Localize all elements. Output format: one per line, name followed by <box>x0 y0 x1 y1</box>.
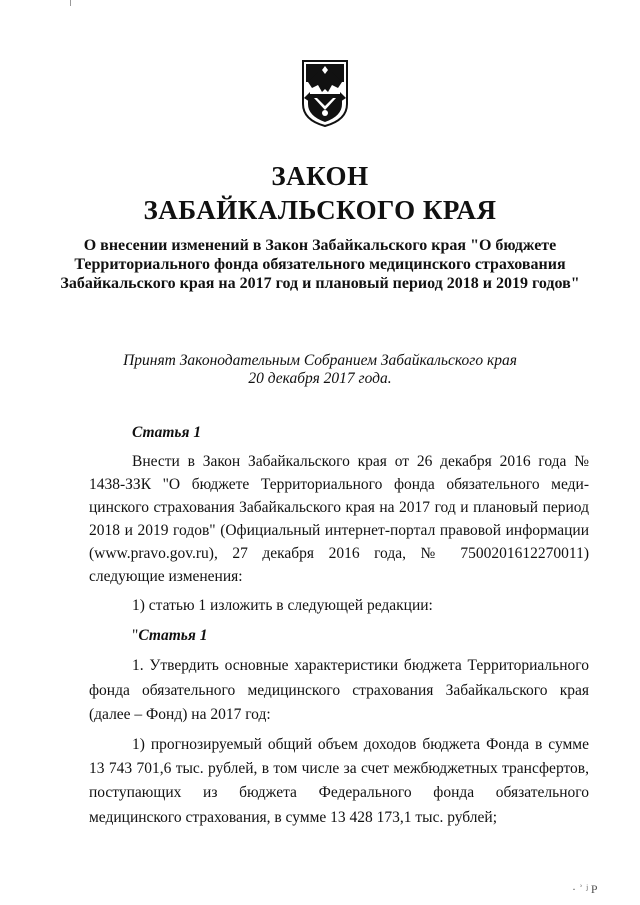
paragraph-main-characteristics: 1. Утвердить основные характеристики бюджета Территориального фонда обязательного медицинского страхования Забайкальского края (далее – Фонд) на 2017 год: <box>89 657 589 723</box>
adoption-line-1: Принят Законодательным Собранием Забайкальского края <box>123 352 517 369</box>
adoption-note <box>80 352 560 388</box>
document-body <box>89 450 589 830</box>
quoted-article-title: Статья 1 <box>138 627 208 645</box>
quote-mark: " <box>132 627 139 645</box>
law-region: ЗАБАЙКАЛЬСКОГО КРАЯ <box>143 195 497 225</box>
paragraph-amendment: Внести в Закон Забайкальского края от 26 декабря 2016 года № 1438-ЗЗК "О бюджете Территориального фонда обязательного меди-цинского страхования Забайкальского края на 2017 год и плановый период 2018 и 2019 годов" (Официальный интернет-портал правовой информации (www.pravo.gov.ru), 27 декабря 2016 года, № 7500201612270011) следующие изменения: <box>89 453 589 585</box>
page-corner-marks: · ʾ ʲ Р <box>572 882 598 896</box>
paragraph-article-replace: 1) статью 1 изложить в следующей редакции: <box>132 597 433 614</box>
law-subject: О внесении изменений в Закон Забайкальского края "О бюджете Территориального фонда обязательного медицинского страхования Забайкальского края на 2017 год и плановый период 2018 и 2019 годов" <box>60 237 580 292</box>
article-1-heading: Статья 1 <box>132 424 202 441</box>
scan-mark <box>70 0 71 6</box>
coat-of-arms-icon <box>300 58 350 128</box>
law-title: ЗАКОН <box>271 161 369 191</box>
paragraph-revenue: 1) прогнозируемый общий объем доходов бюджета Фонда в сумме 13 743 701,6 тыс. рублей, в том числе за счет межбюджетных трансфертов, поступающих из бюджета Федерального фонда обязательного медицинского страхования, в сумме 13 428 173,1 тыс. рублей; <box>89 736 589 826</box>
quoted-article-heading <box>89 624 589 648</box>
adoption-line-2: 20 декабря 2017 года. <box>248 370 392 387</box>
